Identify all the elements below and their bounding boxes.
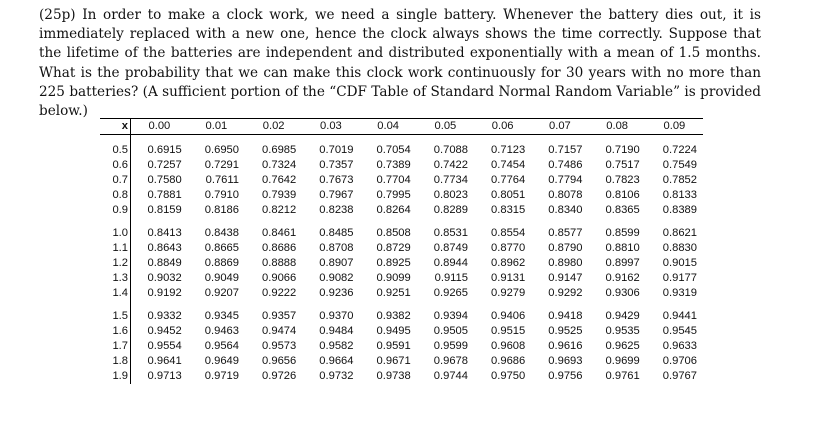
spacer-cell	[131, 218, 704, 226]
cdf-value-cell: 0.9279	[491, 287, 526, 299]
cdf-value-cell: 0.7123	[491, 144, 526, 156]
column-header: 0.00	[131, 119, 188, 135]
cdf-value-cell: 0.7019	[319, 144, 354, 156]
table-row	[100, 203, 703, 218]
cdf-value-cell: 0.7157	[548, 144, 583, 156]
cdf-value-cell: 0.9719	[204, 370, 239, 382]
cdf-value-cell: 0.9744	[433, 370, 468, 382]
cdf-value-cell: 0.9192	[147, 287, 182, 299]
cdf-table	[100, 118, 703, 384]
cdf-value-cell: 0.9671	[376, 355, 411, 367]
cdf-value-cell: 0.8340	[548, 204, 583, 216]
cdf-value-cell: 0.7910	[204, 189, 239, 201]
table-row	[100, 256, 703, 271]
group-spacer	[100, 301, 703, 309]
cdf-value-cell: 0.9463	[204, 325, 239, 337]
cdf-value-cell: 0.9713	[147, 370, 182, 382]
table-row	[100, 339, 703, 354]
row-label: 1.9	[100, 369, 131, 384]
row-label: 0.6	[100, 158, 131, 173]
cdf-value-cell: 0.7580	[147, 174, 182, 186]
row-label: 1.2	[100, 256, 131, 271]
cdf-value-cell: 0.9545	[662, 325, 697, 337]
cdf-value-cell: 0.8599	[605, 227, 640, 239]
cdf-value-cell: 0.8461	[262, 227, 297, 239]
cdf-value-cell: 0.9582	[319, 340, 354, 352]
row-label: 1.6	[100, 324, 131, 339]
cdf-value-cell: 0.9474	[262, 325, 297, 337]
cdf-value-cell: 0.7486	[548, 159, 583, 171]
cdf-value-cell: 0.8289	[433, 204, 468, 216]
cdf-value-cell: 0.9554	[147, 340, 182, 352]
row-label: 0.8	[100, 188, 131, 203]
cdf-value-cell: 0.9505	[433, 325, 468, 337]
cdf-value-cell: 0.9441	[662, 310, 697, 322]
cdf-value-cell: 0.9115	[434, 272, 468, 284]
table-row	[100, 188, 703, 203]
cdf-value-cell: 0.9082	[319, 272, 354, 284]
cdf-value-cell: 0.9761	[605, 370, 640, 382]
cdf-value-cell: 0.9535	[605, 325, 640, 337]
cdf-value-cell: 0.9732	[319, 370, 354, 382]
cdf-value-cell: 0.7852	[662, 174, 697, 186]
cdf-value-cell: 0.8729	[376, 242, 411, 254]
table-row	[100, 241, 703, 256]
cdf-value-cell: 0.8749	[433, 242, 468, 254]
cdf-value-cell: 0.8438	[204, 227, 239, 239]
cdf-value-cell: 0.8577	[548, 227, 583, 239]
cdf-value-cell: 0.7939	[262, 189, 297, 201]
table-row	[100, 286, 703, 301]
cdf-value-cell: 0.8159	[147, 204, 182, 216]
spacer-cell	[100, 301, 131, 309]
cdf-value-cell: 0.7324	[262, 159, 297, 171]
cdf-value-cell: 0.9177	[662, 272, 697, 284]
cdf-value-cell: 0.8925	[376, 257, 411, 269]
cdf-value-cell: 0.9573	[262, 340, 297, 352]
cdf-value-cell: 0.9015	[662, 257, 697, 269]
row-label: 1.0	[100, 226, 131, 241]
column-header: 0.09	[646, 119, 703, 135]
cdf-value-cell: 0.9686	[491, 355, 526, 367]
cdf-value-cell: 0.8810	[605, 242, 640, 254]
column-header: 0.06	[474, 119, 531, 135]
cdf-value-cell: 0.7881	[147, 189, 182, 201]
cdf-value-cell: 0.8790	[548, 242, 583, 254]
row-label: 1.8	[100, 354, 131, 369]
table-body	[100, 135, 703, 385]
column-header: 0.05	[417, 119, 474, 135]
cdf-value-cell: 0.9394	[433, 310, 468, 322]
table-row	[100, 226, 703, 241]
cdf-value-cell: 0.9452	[147, 325, 182, 337]
cdf-value-cell: 0.9345	[204, 310, 239, 322]
cdf-value-cell: 0.8078	[548, 189, 583, 201]
group-spacer	[100, 218, 703, 226]
table-row	[100, 158, 703, 173]
cdf-value-cell: 0.8264	[376, 204, 411, 216]
cdf-value-cell: 0.7995	[376, 189, 411, 201]
header-row	[100, 119, 703, 135]
row-label: 1.3	[100, 271, 131, 286]
cdf-value-cell: 0.8830	[662, 242, 697, 254]
cdf-value-cell: 0.7611	[205, 174, 239, 186]
group-spacer	[100, 135, 703, 144]
row-label: 1.7	[100, 339, 131, 354]
cdf-value-cell: 0.8485	[319, 227, 354, 239]
table-row	[100, 324, 703, 339]
cdf-value-cell: 0.9222	[262, 287, 297, 299]
cdf-value-cell: 0.8238	[319, 204, 354, 216]
row-label: 0.9	[100, 203, 131, 218]
spacer-cell	[100, 218, 131, 226]
cdf-value-cell: 0.8888	[262, 257, 297, 269]
cdf-value-cell: 0.8554	[491, 227, 526, 239]
cdf-value-cell: 0.9525	[548, 325, 583, 337]
cdf-value-cell: 0.9251	[376, 287, 411, 299]
cdf-value-cell: 0.8944	[433, 257, 468, 269]
column-header: 0.07	[531, 119, 588, 135]
cdf-value-cell: 0.7224	[662, 144, 697, 156]
cdf-value-cell: 0.7357	[319, 159, 354, 171]
cdf-value-cell: 0.9265	[433, 287, 468, 299]
cdf-value-cell: 0.8770	[491, 242, 526, 254]
problem-statement: (25p) In order to make a clock work, we need a single battery. Whenever the battery dies out, it is immediately replaced with a new one, hence the clock always shows the time correctly. Suppose that the lifetime of the batteries are independent and distributed exponentially with a mean of 1.5 months. What is the probability that we can make this clock work continuously for 30 years with no more than 225 batteries? (A sufficient portion of the “CDF Table of Standard Normal Random Variable” is provided below.)	[39, 7, 761, 120]
cdf-value-cell: 0.7967	[319, 189, 354, 201]
cdf-value-cell: 0.7257	[147, 159, 182, 171]
cdf-value-cell: 0.8413	[147, 227, 182, 239]
cdf-value-cell: 0.9032	[147, 272, 182, 284]
cdf-value-cell: 0.9406	[491, 310, 526, 322]
cdf-value-cell: 0.9066	[262, 272, 297, 284]
cdf-value-cell: 0.9641	[147, 355, 182, 367]
cdf-value-cell: 0.9591	[376, 340, 411, 352]
table-row	[100, 309, 703, 324]
cdf-value-cell: 0.7422	[433, 159, 468, 171]
cdf-value-cell: 0.9515	[491, 325, 526, 337]
cdf-value-cell: 0.9236	[319, 287, 354, 299]
cdf-value-cell: 0.8106	[605, 189, 640, 201]
cdf-value-cell: 0.7054	[376, 144, 411, 156]
cdf-value-cell: 0.9418	[548, 310, 583, 322]
cdf-value-cell: 0.7389	[376, 159, 411, 171]
cdf-value-cell: 0.9292	[548, 287, 583, 299]
cdf-value-cell: 0.9564	[204, 340, 239, 352]
column-header: 0.01	[188, 119, 245, 135]
corner-cell: x	[100, 119, 131, 135]
cdf-value-cell: 0.9678	[433, 355, 468, 367]
cdf-value-cell: 0.7823	[605, 174, 640, 186]
cdf-value-cell: 0.7794	[548, 174, 583, 186]
cdf-value-cell: 0.8907	[319, 257, 354, 269]
cdf-value-cell: 0.8849	[147, 257, 182, 269]
cdf-value-cell: 0.9693	[548, 355, 583, 367]
cdf-value-cell: 0.7642	[262, 174, 297, 186]
cdf-value-cell: 0.9495	[376, 325, 411, 337]
cdf-value-cell: 0.9207	[204, 287, 239, 299]
cdf-value-cell: 0.9738	[376, 370, 411, 382]
cdf-value-cell: 0.9706	[662, 355, 697, 367]
cdf-value-cell: 0.8133	[662, 189, 697, 201]
table-row	[100, 143, 703, 158]
table-row	[100, 271, 703, 286]
cdf-value-cell: 0.9131	[491, 272, 526, 284]
cdf-value-cell: 0.9357	[262, 310, 297, 322]
cdf-value-cell: 0.9370	[319, 310, 354, 322]
column-header: 0.04	[360, 119, 417, 135]
cdf-value-cell: 0.8665	[204, 242, 239, 254]
cdf-value-cell: 0.8869	[204, 257, 239, 269]
cdf-value-cell: 0.8365	[605, 204, 640, 216]
cdf-value-cell: 0.8508	[376, 227, 411, 239]
cdf-value-cell: 0.9767	[662, 370, 697, 382]
column-header: 0.02	[245, 119, 302, 135]
cdf-value-cell: 0.9699	[605, 355, 640, 367]
cdf-value-cell: 0.9599	[433, 340, 468, 352]
cdf-value-cell: 0.8643	[147, 242, 182, 254]
cdf-value-cell: 0.6915	[147, 144, 182, 156]
cdf-value-cell: 0.8212	[262, 204, 297, 216]
row-label: 0.5	[100, 143, 131, 158]
cdf-value-cell: 0.6950	[204, 144, 239, 156]
cdf-value-cell: 0.8023	[433, 189, 468, 201]
cdf-value-cell: 0.9147	[548, 272, 583, 284]
cdf-value-cell: 0.9633	[662, 340, 697, 352]
cdf-value-cell: 0.7673	[319, 174, 354, 186]
cdf-value-cell: 0.9319	[662, 287, 697, 299]
cdf-value-cell: 0.7734	[433, 174, 468, 186]
cdf-value-cell: 0.9484	[319, 325, 354, 337]
cdf-value-cell: 0.8186	[204, 204, 239, 216]
cdf-value-cell: 0.9616	[548, 340, 583, 352]
table-row	[100, 173, 703, 188]
cdf-value-cell: 0.8980	[548, 257, 583, 269]
row-label: 1.5	[100, 309, 131, 324]
cdf-value-cell: 0.8315	[491, 204, 526, 216]
cdf-value-cell: 0.9756	[548, 370, 583, 382]
cdf-value-cell: 0.8686	[262, 242, 297, 254]
cdf-value-cell: 0.9099	[376, 272, 411, 284]
cdf-value-cell: 0.7291	[204, 159, 239, 171]
cdf-value-cell: 0.8708	[319, 242, 354, 254]
cdf-value-cell: 0.9049	[204, 272, 239, 284]
cdf-value-cell: 0.8621	[662, 227, 697, 239]
normal-cdf-table	[100, 118, 703, 384]
row-label: 0.7	[100, 173, 131, 188]
cdf-value-cell: 0.9306	[605, 287, 640, 299]
table-row	[100, 354, 703, 369]
table-header	[100, 119, 703, 135]
cdf-value-cell: 0.9162	[605, 272, 640, 284]
cdf-value-cell: 0.8531	[433, 227, 468, 239]
cdf-value-cell: 0.9649	[204, 355, 239, 367]
row-label: 1.1	[100, 241, 131, 256]
cdf-value-cell: 0.9608	[491, 340, 526, 352]
cdf-value-cell: 0.9664	[319, 355, 354, 367]
cdf-value-cell: 0.9656	[262, 355, 297, 367]
spacer-cell	[100, 135, 131, 144]
cdf-value-cell: 0.7190	[605, 144, 640, 156]
cdf-value-cell: 0.9332	[147, 310, 182, 322]
cdf-value-cell: 0.6985	[262, 144, 297, 156]
cdf-value-cell: 0.8962	[491, 257, 526, 269]
cdf-value-cell: 0.8051	[491, 189, 526, 201]
cdf-value-cell: 0.8389	[662, 204, 697, 216]
cdf-value-cell: 0.7517	[605, 159, 640, 171]
cdf-value-cell: 0.9625	[605, 340, 640, 352]
cdf-value-cell: 0.9750	[491, 370, 526, 382]
cdf-value-cell: 0.9429	[605, 310, 640, 322]
cdf-value-cell: 0.7764	[491, 174, 526, 186]
table-row	[100, 369, 703, 384]
cdf-value-cell: 0.7549	[662, 159, 697, 171]
column-header: 0.08	[589, 119, 646, 135]
row-label: 1.4	[100, 286, 131, 301]
cdf-value-cell: 0.9382	[376, 310, 411, 322]
cdf-value-cell: 0.9726	[262, 370, 297, 382]
column-header: 0.03	[302, 119, 359, 135]
cdf-value-cell: 0.8997	[605, 257, 640, 269]
cdf-value-cell: 0.7088	[433, 144, 468, 156]
spacer-cell	[131, 301, 704, 309]
cdf-value-cell: 0.7704	[376, 174, 411, 186]
cdf-value-cell: 0.7454	[491, 159, 526, 171]
spacer-cell	[131, 135, 704, 144]
